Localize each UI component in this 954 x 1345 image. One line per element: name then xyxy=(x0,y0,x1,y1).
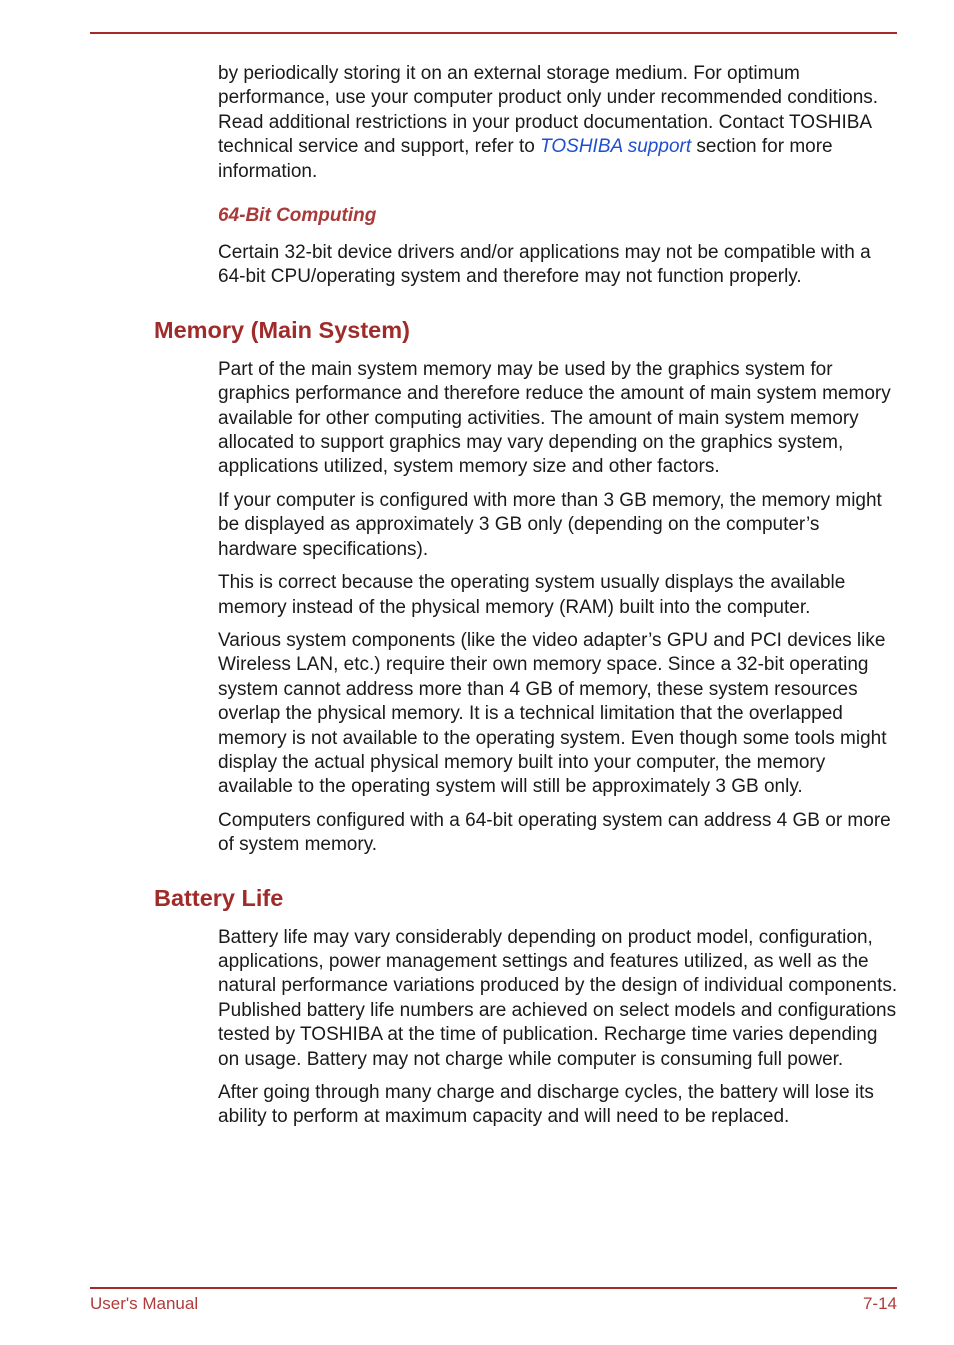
intro-text-end: section for more information. xyxy=(218,136,833,182)
bit64-heading: 64-Bit Computing xyxy=(218,205,377,227)
footer-rule xyxy=(90,1287,897,1289)
toshiba-support-link[interactable]: TOSHIBA support xyxy=(540,136,692,158)
battery-paragraph: After going through many charge and discharge cycles, the battery will lose its ability to perform at maximum capacity and will need to be replaced. xyxy=(218,1082,874,1128)
page-number: 7-14 xyxy=(862,1294,897,1313)
bit64-paragraph: Certain 32-bit device drivers and/or applications may not be compatible with a 64-bit CPU/operating system and therefore may not function properly. xyxy=(218,242,871,288)
memory-paragraph: Part of the main system memory may be used by the graphics system for graphics performance and therefore reduce the amount of main system memory available for other computing activities. The amount of main system memory allocated to support graphics may vary depending on the graphics system, applications utilized, system memory size and other factors. xyxy=(218,358,891,478)
battery-heading: Battery Life xyxy=(154,884,284,911)
intro-text-start: by periodically storing it on an external storage medium. For optimum performance, use your computer product only under recommended conditions. Read additional restrictions in your product documentation. Contact TOSHIBA technical service and support, refer to xyxy=(218,63,879,158)
memory-heading: Memory (Main System) xyxy=(154,316,410,343)
memory-paragraph: Various system components (like the video adapter’s GPU and PCI devices like Wireless LAN, etc.) require their own memory space. Since a 32-bit operating system cannot address more than 4 GB of memory, these system resources overlap the physical memory. It is a technical limitation that the overlapped memory is not available to the operating system. Even though some tools might display the actual physical memory built into your computer, the memory available to the operating system will still be approximately 3 GB only. xyxy=(218,629,887,798)
header-rule xyxy=(90,32,897,34)
footer-manual-title: User's Manual xyxy=(90,1294,199,1313)
intro-paragraph xyxy=(218,62,898,184)
memory-paragraph: Computers configured with a 64-bit operating system can address 4 GB or more of system memory. xyxy=(218,809,891,856)
battery-paragraph: Battery life may vary considerably depending on product model, configuration, applications, power management settings and features utilized, as well as the natural performance variations produced by the design of individual components. Published battery life numbers are achieved on select models and configurations tested by TOSHIBA at the time of publication. Recharge time varies depending on usage. Battery may not charge while computer is consuming full power. xyxy=(218,926,898,1070)
memory-paragraph: This is correct because the operating system usually displays the available memory instead of the physical memory (RAM) built into the computer. xyxy=(218,572,846,618)
memory-paragraph: If your computer is configured with more than 3 GB memory, the memory might be displayed as approximately 3 GB only (depending on the computer’s hardware specifications). xyxy=(218,489,882,560)
page-content xyxy=(0,62,954,1139)
